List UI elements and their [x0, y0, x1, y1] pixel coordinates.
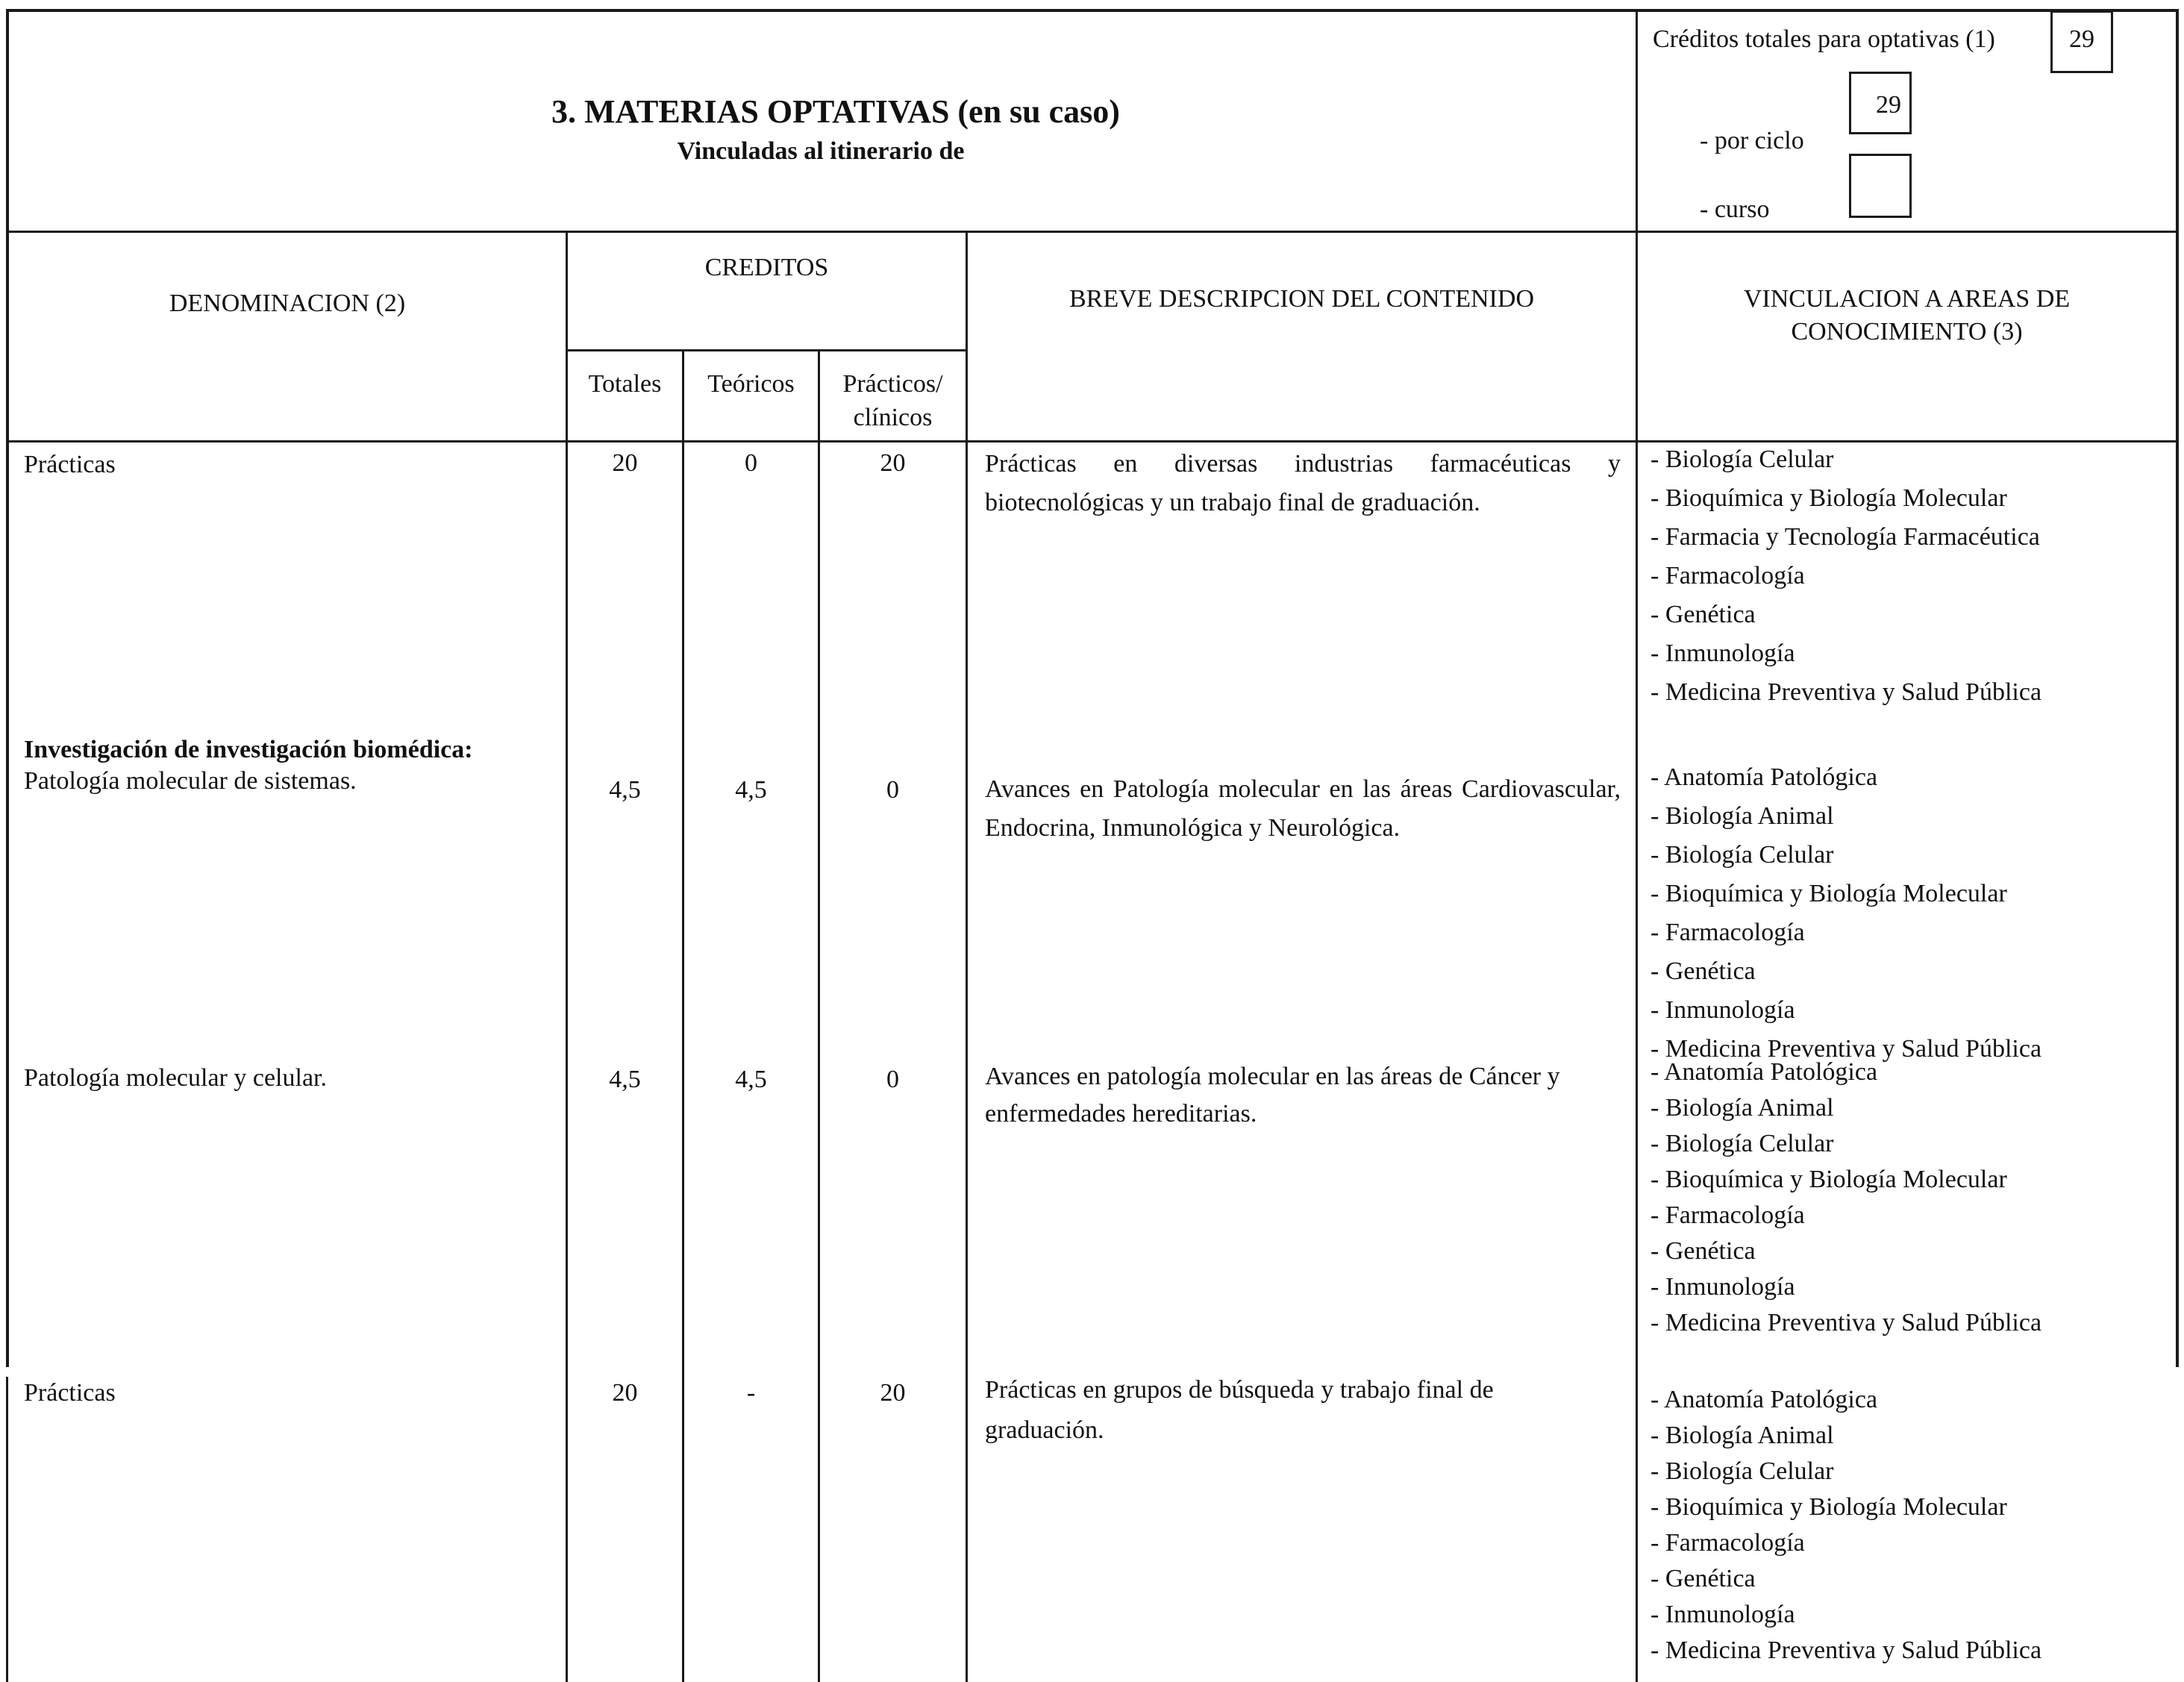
row-4-name: Prácticas	[24, 1379, 116, 1407]
area-item: - Farmacología	[1650, 1529, 1805, 1557]
row-2-teoricos: 4,5	[735, 776, 767, 804]
row-1-areas	[1650, 440, 2041, 712]
outer-right-border	[2176, 9, 2179, 1367]
row-2-areas	[1650, 758, 2041, 1069]
row-1-name: Prácticas	[24, 451, 116, 478]
area-item: - Farmacia y Tecnología Farmacéutica	[1650, 523, 2040, 551]
area-item: - Inmunología	[1650, 1273, 1795, 1301]
page-title: 3. MATERIAS OPTATIVAS (en su caso)	[551, 93, 1120, 130]
col-header-practicos-line1: Prácticos/	[842, 370, 943, 398]
col-header-vinculacion-line1: VINCULACION A AREAS DE	[1743, 285, 2071, 313]
area-item: - Biología Animal	[1650, 802, 1834, 830]
row-3-areas	[1650, 1054, 2041, 1341]
col-divider-teoricos	[818, 349, 820, 1682]
col-header-vinculacion-line2: CONOCIMIENTO (3)	[1791, 318, 2023, 346]
credits-total-value: 29	[2069, 25, 2094, 53]
col-divider-descripcion	[1636, 231, 1638, 1682]
area-item: - Anatomía Patológica	[1650, 763, 1878, 791]
area-item: - Genética	[1650, 1237, 1756, 1265]
area-item: - Bioquímica y Biología Molecular	[1650, 880, 2007, 907]
area-item: - Farmacología	[1650, 1201, 1805, 1229]
col-header-denominacion: DENOMINACION (2)	[169, 290, 406, 317]
row-4-totales: 20	[612, 1379, 638, 1407]
area-item: - Anatomía Patológica	[1650, 1386, 1878, 1413]
area-item: - Farmacología	[1650, 562, 1805, 590]
col-divider-denominacion	[566, 231, 568, 1682]
area-item: - Biología Celular	[1650, 445, 1834, 473]
outer-top-border	[6, 9, 2179, 12]
area-item: - Medicina Preventiva y Salud Pública	[1650, 678, 2042, 706]
area-item: - Medicina Preventiva y Salud Pública	[1650, 1035, 2042, 1063]
header-divider	[6, 231, 2179, 233]
area-item: - Biología Animal	[1650, 1094, 1834, 1122]
area-item: - Genética	[1650, 601, 1756, 628]
left-border-lower	[6, 1377, 8, 1682]
row-2-group-heading: Investigación de investigación biomédica:	[24, 736, 473, 763]
area-item: - Anatomía Patológica	[1650, 1058, 1878, 1086]
area-item: - Medicina Preventiva y Salud Pública	[1650, 1309, 2042, 1336]
row-2-name: Patología molecular de sistemas.	[24, 767, 357, 795]
course-label: - curso	[1700, 196, 1770, 223]
row-3-totales: 4,5	[609, 1066, 641, 1093]
col-header-descripcion: BREVE DESCRIPCION DEL CONTENIDO	[1068, 285, 1534, 313]
area-item: - Genética	[1650, 1565, 1756, 1592]
credits-total-label: Créditos totales para optativas (1)	[1653, 25, 1995, 53]
col-header-practicos-line2: clínicos	[853, 404, 933, 431]
row-1-description: Prácticas en diversas industrias farmacéuticas y biotecnológicas y un trabajo final de graduación.	[985, 450, 1621, 516]
row-3-teoricos: 4,5	[735, 1066, 767, 1093]
row-4-practicos: 20	[880, 1379, 906, 1407]
area-item: - Biología Celular	[1650, 1130, 1834, 1157]
page-subtitle: Vinculadas al itinerario de	[677, 137, 965, 165]
area-item: - Genética	[1650, 957, 1756, 985]
area-item: - Biología Celular	[1650, 841, 1834, 869]
area-item: - Bioquímica y Biología Molecular	[1650, 1493, 2007, 1521]
area-item: - Medicina Preventiva y Salud Pública	[1650, 1636, 2042, 1664]
outer-left-border	[6, 9, 9, 1367]
col-header-totales: Totales	[588, 370, 662, 398]
row-1-totales: 20	[612, 449, 638, 477]
row-1-practicos: 20	[880, 449, 906, 477]
area-item: - Bioquímica y Biología Molecular	[1650, 1166, 2007, 1193]
course-box	[1849, 154, 1912, 218]
area-item: - Inmunología	[1650, 996, 1795, 1024]
row-3-practicos: 0	[886, 1066, 899, 1093]
per-cycle-value: 29	[1876, 91, 1901, 119]
per-cycle-label: - por ciclo	[1700, 127, 1804, 154]
area-item: - Inmunología	[1650, 1601, 1795, 1628]
row-2-practicos: 0	[886, 776, 899, 804]
area-item: - Biología Animal	[1650, 1422, 1834, 1449]
row-3-description: Avances en patología molecular en las áreas de Cáncer y enfermedades hereditarias.	[985, 1063, 1560, 1128]
area-item: - Biología Celular	[1650, 1457, 1834, 1485]
col-header-teoricos: Teóricos	[707, 370, 795, 398]
row-3-name: Patología molecular y celular.	[24, 1064, 327, 1092]
header-vertical-divider	[1636, 9, 1638, 233]
row-4-description: Prácticas en grupos de búsqueda y trabajo final de graduación.	[985, 1376, 1494, 1444]
credits-subheader-divider	[566, 349, 966, 351]
row-1-teoricos: 0	[745, 449, 757, 477]
area-item: - Inmunología	[1650, 640, 1795, 667]
col-header-creditos: CREDITOS	[704, 254, 829, 281]
row-4-areas	[1650, 1382, 2041, 1669]
col-divider-creditos	[966, 231, 968, 1682]
area-item: - Bioquímica y Biología Molecular	[1650, 484, 2007, 512]
row-2-totales: 4,5	[609, 776, 641, 804]
row-4-teoricos: -	[746, 1379, 756, 1407]
area-item: - Farmacología	[1650, 919, 1805, 946]
col-divider-totales	[682, 349, 684, 1682]
row-2-description: Avances en Patología molecular en las áreas Cardiovascular, Endocrina, Inmunológica y Neurológica.	[985, 775, 1621, 842]
